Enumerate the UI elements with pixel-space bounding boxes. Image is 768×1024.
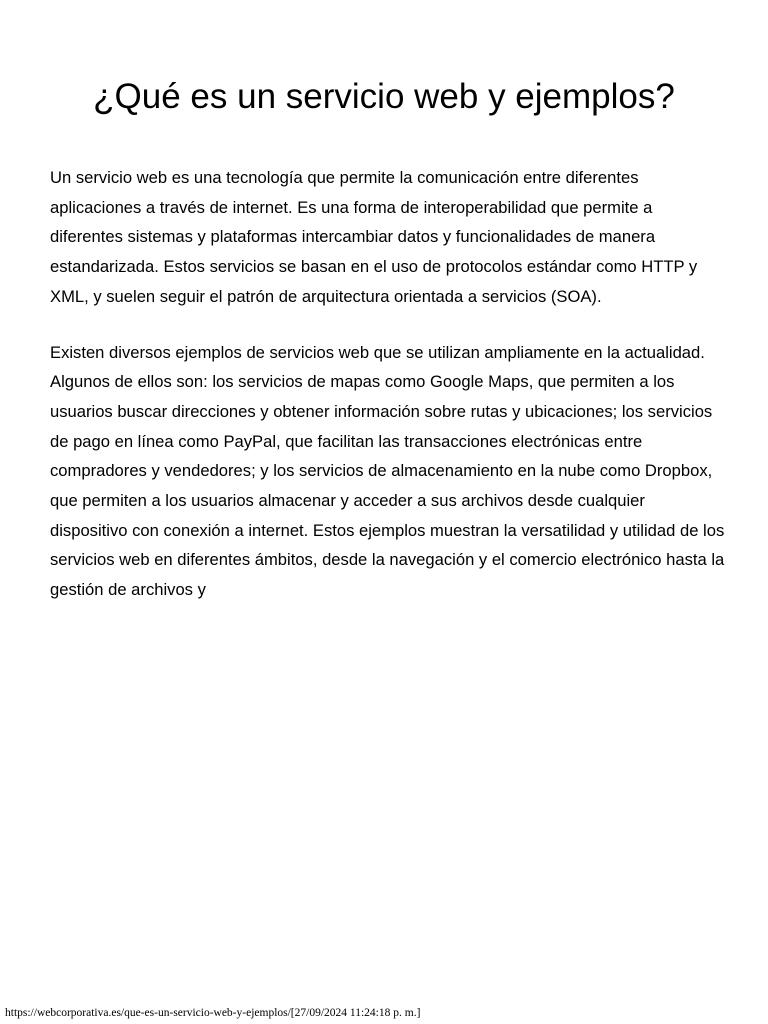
article-paragraph: Existen diversos ejemplos de servicios web que se utilizan ampliamente en la actualidad. Algunos de ellos son: los servicios de mapas como Google Maps, que permiten a los usuarios buscar direcciones y obtener información sobre rutas y ubicaciones; los servicios de pago en línea como PayPal, que facilitan las transacciones electrónicas entre compradores y vendedores; y los servicios de almacenamiento en la nube como Dropbox, que permiten a los usuarios almacenar y acceder a sus archivos desde cualquier dispositivo con conexión a internet. Estos ejemplos muestran la versatilidad y utilidad de los servicios web en diferentes ámbitos, desde la navegación y el comercio electrónico hasta la gestión de archivos y [50,342,725,600]
article-body [50,163,726,631]
print-footer-url: https://webcorporativa.es/que-es-un-servicio-web-y-ejemplos/[27/09/2024 11:24:18 p. m.] [5,1007,421,1019]
page-title: ¿Qué es un servicio web y ejemplos? [93,77,675,116]
article-paragraph: Un servicio web es una tecnología que permite la comunicación entre diferentes aplicaciones a través de internet. Es una forma de interoperabilidad que permite a diferentes sistemas y plataformas intercambiar datos y funcionalidades de manera estandarizada. Estos servicios se basan en el uso de protocolos estándar como HTTP y XML, y suelen seguir el patrón de arquitectura orientada a servicios (SOA). [50,168,698,306]
